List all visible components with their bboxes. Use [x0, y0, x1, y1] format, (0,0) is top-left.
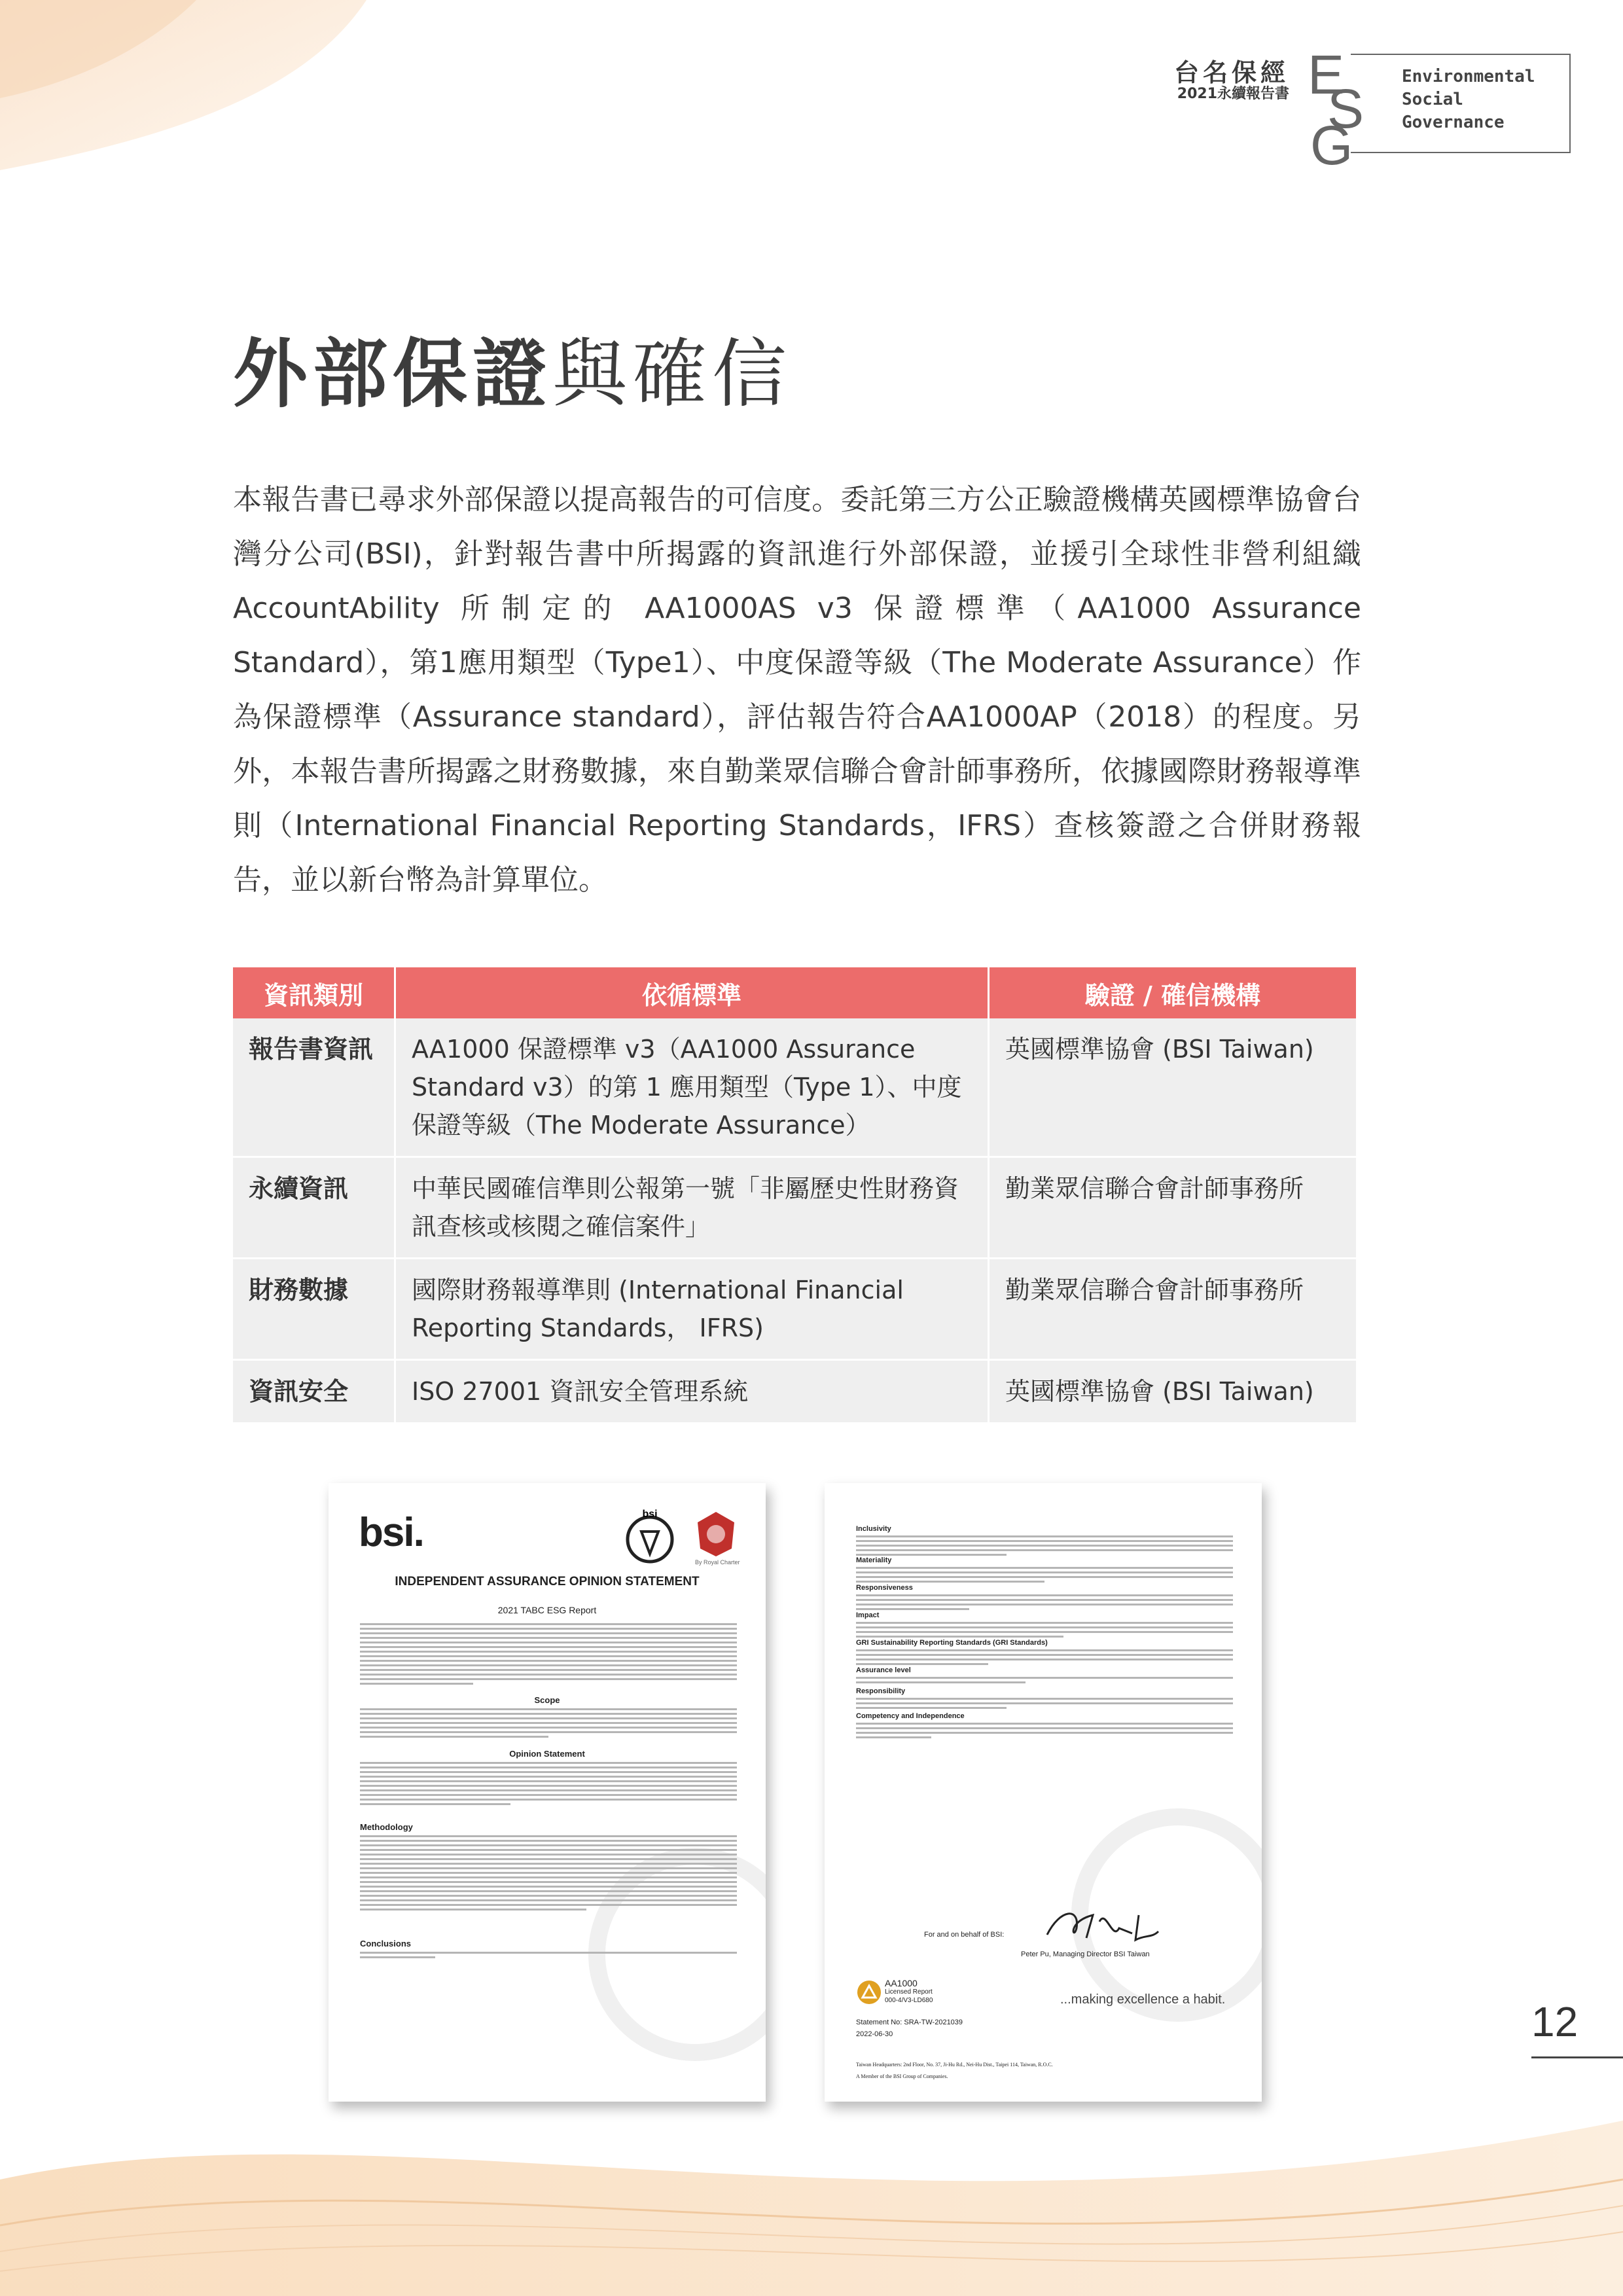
- section-conclusions: Conclusions: [360, 1939, 412, 1948]
- doc-subheading: 2021 TABC ESG Report: [497, 1605, 597, 1615]
- table-row: [233, 1360, 1356, 1424]
- statement-number: Statement No: SRA-TW-2021039: [856, 2018, 963, 2026]
- intro-paragraph: 本報告書已尋求外部保證以提高報告的可信度。委託第三方公正驗證機構英國標準協會台灣分公司(BSI)，針對報告書中所揭露的資訊進行外部保證，並援引全球性非營利組織 AccountAbility 所制定的 AA1000AS v3 保證標準（AA1000 Assurance Standard），第1應用類型（Type1）、中度保證等級（The Moderate Assurance）作為保證標準（Assurance standard），評估報告符合AA1000AP（2018）的程度。另外，本報告書所揭露之財務數據，來自勤業眾信聯合會計師事務所，依據國際財務報導準則（International Financial Reporting Standards，IFRS）查核簽證之合併財務報告，並以新台幣為計算單位。: [233, 483, 1361, 897]
- section-assurance-level: Assurance level: [856, 1666, 911, 1674]
- on-behalf-label: For and on behalf of BSI:: [924, 1931, 1005, 1939]
- section-responsibility: Responsibility: [856, 1687, 906, 1695]
- row-category: 報告書資訊: [233, 1018, 395, 1157]
- svg-text:bsi: bsi: [642, 1509, 658, 1520]
- esg-word-governance: Governance: [1402, 113, 1505, 132]
- page-title: [233, 329, 792, 420]
- section-methodology: Methodology: [360, 1822, 413, 1832]
- report-year: 2021永續報告書: [1177, 86, 1289, 102]
- assurance-statement-page-2: [825, 1483, 1262, 2102]
- company-name: 台名保經: [1173, 58, 1289, 87]
- esg-words: [1402, 65, 1535, 134]
- header-body: 驗證 / 確信機構: [989, 967, 1357, 1018]
- doc-text-block: [856, 1649, 1233, 1668]
- row-category: 財務數據: [233, 1259, 395, 1360]
- doc-text-block: [856, 1567, 1233, 1585]
- section-impact: Impact: [856, 1611, 880, 1619]
- bsi-logo: bsi.: [359, 1510, 423, 1555]
- aa1000-name: AA1000: [885, 1978, 918, 1988]
- header-category: 資訊類別: [233, 967, 395, 1018]
- doc-text-block: [856, 1723, 1233, 1741]
- section-competency: Competency and Independence: [856, 1712, 965, 1720]
- royal-crest-icon: [688, 1509, 743, 1559]
- doc-text-block: [856, 1698, 1233, 1712]
- doc-text-block: [856, 1677, 1233, 1686]
- table-header-row: [233, 967, 1356, 1018]
- doc-text-block: [856, 1594, 1233, 1613]
- section-inclusivity: Inclusivity: [856, 1525, 891, 1533]
- section-opinion: Opinion Statement: [509, 1749, 585, 1759]
- bsi-member: A Member of the BSI Group of Companies.: [856, 2073, 948, 2079]
- aa1000-logo-icon: [856, 1979, 882, 2005]
- doc-text-block: [360, 1835, 737, 1913]
- section-responsiveness: Responsiveness: [856, 1584, 913, 1592]
- esg-word-social: Social: [1402, 90, 1463, 109]
- table-row: [233, 1018, 1356, 1157]
- statement-date: 2022-06-30: [856, 2030, 893, 2038]
- aa1000-code: 000-4/V3-LD680: [885, 1997, 933, 2004]
- assurance-table: [233, 967, 1356, 1424]
- aa1000-licensed: Licensed Report: [885, 1988, 933, 1996]
- page-title-light: 與確信: [552, 331, 793, 418]
- row-standard: AA1000 保證標準 v3（AA1000 Assurance Standard v3）的第 1 應用類型（Type 1）、中度保證等級（The Moderate Assurance）: [395, 1018, 989, 1157]
- esg-letter-e: E: [1308, 44, 1345, 105]
- page-number: 12: [1531, 1998, 1578, 2045]
- page-number-rule: [1531, 2056, 1623, 2058]
- doc-text-block: [856, 1622, 1233, 1640]
- esg-word-environmental: Environmental: [1402, 67, 1535, 86]
- header-standard: 依循標準: [395, 967, 989, 1018]
- doc-text-block: [856, 1535, 1233, 1558]
- row-body: 英國標準協會 (BSI Taiwan): [989, 1360, 1357, 1424]
- row-body: 英國標準協會 (BSI Taiwan): [989, 1018, 1357, 1157]
- aa1000-license: [885, 1979, 933, 2005]
- row-body: 勤業眾信聯合會計師事務所: [989, 1259, 1357, 1360]
- esg-letter-g: G: [1310, 115, 1353, 176]
- doc-text-block: [360, 1623, 737, 1687]
- page-title-bold: 外部保證: [233, 331, 553, 418]
- doc-text-block: [360, 1952, 737, 1961]
- esg-letter-s: S: [1327, 78, 1364, 139]
- row-category: 資訊安全: [233, 1360, 395, 1424]
- bsi-address: Taiwan Headquarters: 2nd Floor, No. 37, Ji-Hu Rd., Nei-Hu Dist., Taipei 114, Taiwan, R.O.C.: [856, 2062, 1053, 2068]
- table-row: [233, 1157, 1356, 1259]
- row-standard: ISO 27001 資訊安全管理系統: [395, 1360, 989, 1424]
- signature-icon: [1041, 1902, 1171, 1948]
- row-category: 永續資訊: [233, 1157, 395, 1259]
- assurance-statement-page-1: [329, 1483, 766, 2102]
- section-gri: GRI Sustainability Reporting Standards (GRI Standards): [856, 1639, 1048, 1647]
- section-scope: Scope: [534, 1695, 560, 1705]
- section-materiality: Materiality: [856, 1556, 892, 1564]
- row-standard: 國際財務報導準則 (International Financial Reporting Standards， IFRS): [395, 1259, 989, 1360]
- row-standard: 中華民國確信準則公報第一號「非屬歷史性財務資訊查核或核閱之確信案件」: [395, 1157, 989, 1259]
- doc-heading: INDEPENDENT ASSURANCE OPINION STATEMENT: [395, 1575, 700, 1588]
- bsi-tagline: ...making excellence a habit.: [1060, 1992, 1226, 2007]
- row-body: 勤業眾信聯合會計師事務所: [989, 1157, 1357, 1259]
- table-row: [233, 1259, 1356, 1360]
- doc-text-block: [360, 1762, 737, 1808]
- doc-text-block: [360, 1708, 737, 1740]
- kitemark-icon: [622, 1508, 678, 1564]
- signatory: Peter Pu, Managing Director BSI Taiwan: [1021, 1950, 1150, 1958]
- royal-charter-label: By Royal Charter: [695, 1559, 740, 1566]
